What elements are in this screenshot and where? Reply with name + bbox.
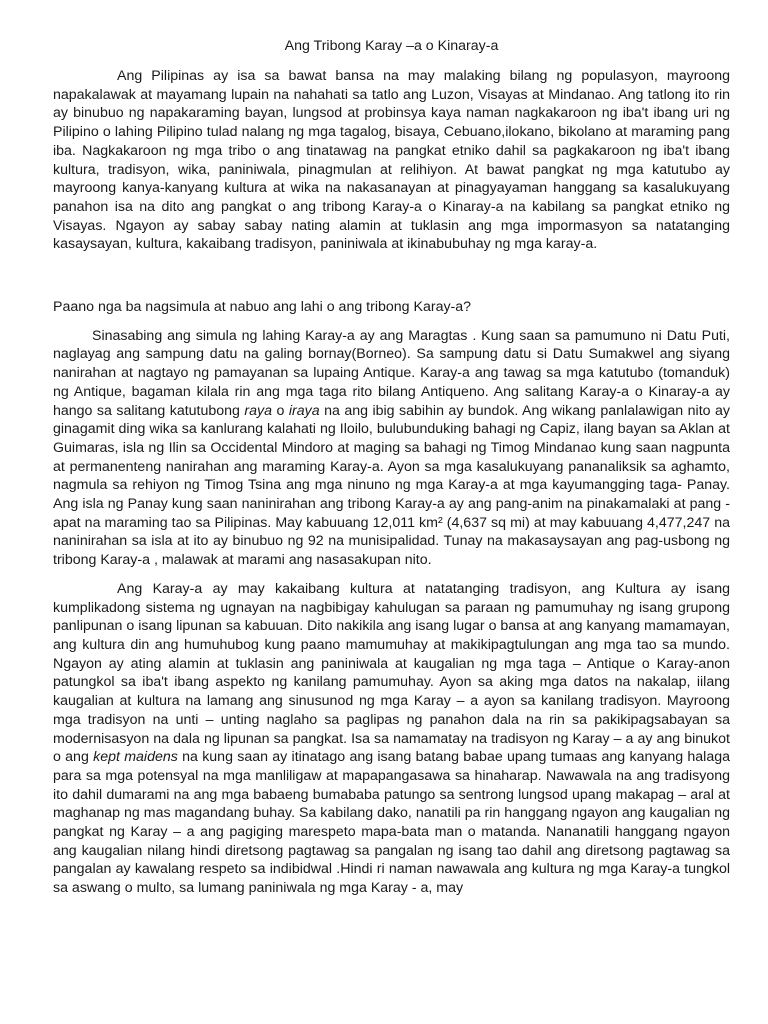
origin-text-c: na ang ibig sabihin ay bundok. Ang wikang panlalawigan nito ay ginagamit ding wika sa kanlurang kalahati ng Iloilo, bulubunduking bahagi ng Capiz, ilang bayan sa Aklan at Guimaras, isla ng Ilin sa Occidental Mindoro at maging sa bahagi ng Timog Mindanao kung saan nagpunta at permanenteng nanirahan ang maraming Karay-a. Ayon sa mga kasalukuyang pananaliksik sa aghamto, nagmula sa rehiyon ng Timog Tsina ang mga ninuno ng mga Karay-a at mga kayumangging taga- Panay. Ang isla ng Panay kung saan naninirahan ang tribong Karay-a ay ang pang-anim na pinakamalaki at pang -apat na maraming tao sa Pilipinas. May kabuuang 12,011 km² (4,637 sq mi) at may kabuuang 4,477,247 na naninirahan sa isla at ito ay binubuo ng 92 na munisipalidad. Tunay na makasaysayan ang pag-usbong ng tribong Karay-a , malawak at marami ang nasasakupan nito.	[53, 402, 730, 569]
origin-italic-raya: raya	[244, 402, 273, 419]
culture-text-b: na kung saan ay itinatago ang isang batang babae upang tumaas ang kanyang halaga para sa mga potensyal na mga manliligaw at mapapangasawa sa hinaharap. Nawawala na ang tradisyong ito dahil dumarami na ang mga babaeng bumababa patungo sa sentrong lungsod upang makapag – aral at maghanap ng mas magandang buhay. Sa kabilang dako, nanatili pa rin hanggang ngayon ang kaugalian ng pangkat ng Karay – a ang pagiging marespeto mapa-bata man o matanda. Nananatili hanggang ngayon ang kaugalian nilang hindi diretsong pagtawag sa pangalan ng isang tao dahil ang diretsong pagtawag sa pangalan ay kawalang respeto sa indibidwal .Hindi ri naman nawawala ang kultura ng mga Karay-a tungkol sa aswang o multo, sa lumang paniniwala ng mga Karay - a, may	[53, 749, 731, 897]
section-question: Paano nga ba nagsimula at nabuo ang lahi o ang tribong Karay-a?	[53, 299, 472, 316]
origin-paragraph	[53, 327, 730, 570]
culture-italic-kept-maidens: kept maidens	[93, 749, 178, 766]
culture-paragraph	[53, 580, 730, 898]
origin-italic-iraya: iraya	[288, 402, 320, 419]
culture-text-a: Ang Karay-a ay may kakaibang kultura at natatanging tradisyon, ang Kultura ay isang kumplikadong sistema ng ugnayan na nagbibigay kahulugan sa paraan ng pamumuhay ng isang grupong panlipunan o isang lipunan sa kabuuan. Dito nakikila ang isang lugar o bansa at ang kanyang mamamayan, ang kultura din ang humuhubog kung paano mamumuhay at makikipagtulungan ang mga tao sa mundo. Ngayon ay ating alamin at tuklasin ang paniniwala at kaugalian ng mga taga – Antique o Karay-anon patungkol sa iba't ibang aspekto ng kanilang pamumuhay. Ayon sa aking mga datos na nakalap, iilang kaugalian at kultura na lamang ang sinusunod ng mga Karay – a ayon sa kanilang tradisyon. Mayroong mga tradisyon na unti – unting naglaho sa paglipas ng panahon dala na rin sa pakikipagsabayan sa modernisasyon na dala ng lipunan sa pangkat. Isa sa namamatay na tradisyon ng Karay – a ay ang binukot o ang	[53, 580, 730, 766]
origin-text-b: o	[272, 402, 289, 419]
origin-text-a: Sinasabing ang simula ng lahing Karay-a ay ang Maragtas . Kung saan sa pamumuno ni Datu Puti, naglayag ang sampung datu na galing bornay(Borneo). Sa sampung datu si Datu Sumakwel ang siyang nanirahan at nagtayo ng pamayanan sa lupaing Antique. Karay-a ang tawag sa mga katutubo (tomanduk) ng Antique, bagaman kilala rin ang mga taga rito bilang Antiqueno. Ang salitang Karay-a o Kinaray-a ay hango sa salitang katutubong	[53, 327, 730, 419]
document-page	[53, 37, 730, 898]
document-title: Ang Tribong Karay –a o Kinaray-a	[284, 38, 499, 54]
intro-paragraph: Ang Pilipinas ay isa sa bawat bansa na may malaking bilang ng populasyon, mayroong napakalawak at mayamang lupain na nahahati sa tatlo ang Luzon, Visayas at Mindanao. Ang tatlong ito rin ay binubuo ng napakaraming bayan, lungsod at probinsya kaya naman nagkakaroon ng iba't ibang uri ng Pilipino o lahing Pilipino tulad nalang ng mga tagalog, bisaya, Cebuano,ilokano, bikolano at maraming pang iba. Nagkakaroon ng mga tribo o ang tinatawag na pangkat etniko dahil sa pagkakaroon ng iba't ibang kultura, tradisyon, wika, paniniwala, pinagmulan at relihiyon. At bawat pangkat ng mga katutubo ay mayroong kanya-kanyang kultura at wika na nakasanayan at pinagyayaman hanggang sa kasalukuyang panahon isa na dito ang pangkat o ang tribong Karay-a o Kinaray-a na kabilang sa pangkat etniko ng Visayas. Ngayon ay sabay sabay nating alamin at tuklasin ang mga impormasyon sa natatanging kasaysayan, kultura, kakaibang tradisyon, paniniwala at ikinabubuhay ng mga karay-a.	[53, 68, 730, 253]
